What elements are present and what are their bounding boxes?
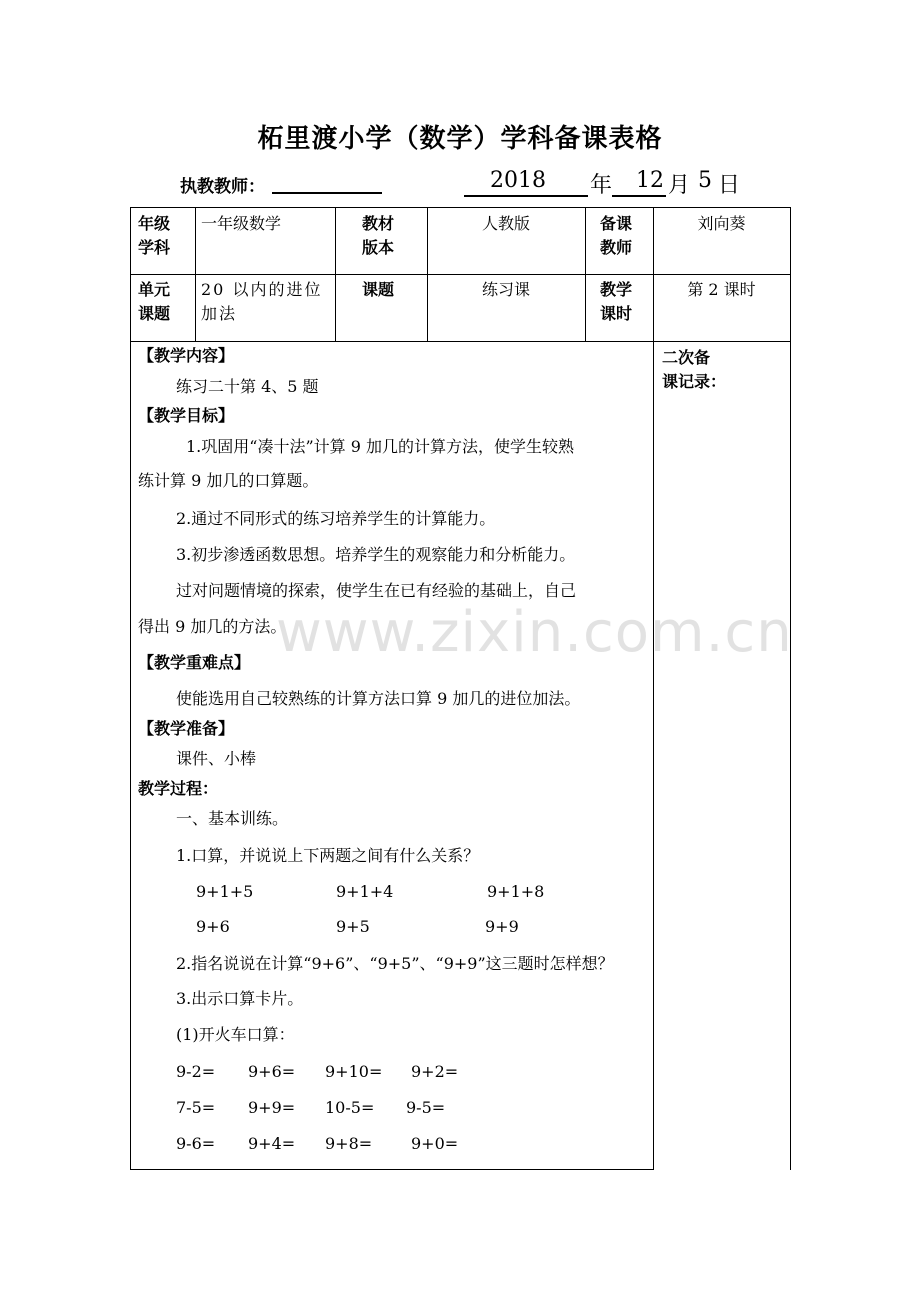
watermark: www.zixin.com.cn [276,600,793,665]
goal-4a: 过对问题情境的探索，使学生在已有经验的基础上，自己 [176,581,577,600]
heading-key-points: 【教学重难点】 [138,653,251,672]
cell-unit-value: 20 以内的进位 加法 [201,280,323,323]
cell-unit-label: 单元 课题 [138,280,171,323]
exercise-b1: 9+6 [196,917,230,936]
cell-topic-label: 课题 [362,280,395,299]
exercise-b2: 9+5 [336,917,370,936]
cell-period-label: 教学 课时 [600,280,633,323]
exercise-b3: 9+9 [485,917,519,936]
exercise-a2: 9+1+4 [336,882,394,901]
cell-textbook-label: 教材 版本 [362,214,395,257]
exercise-a1: 9+1+5 [196,882,254,901]
train-1-3: 9+10= [325,1062,383,1081]
year-underline [464,195,588,197]
process-3: 2.指名说说在计算“9+6”、“9+5”、“9+9”这三题时怎样想？ [176,954,614,973]
heading-content: 【教学内容】 [138,346,235,365]
date-day-unit: 日 [718,173,741,198]
train-2-3: 10-5= [325,1098,375,1117]
train-3-4: 9+0= [411,1134,459,1153]
process-4: 3.出示口算卡片。 [176,989,304,1008]
teacher-label: 执教教师： [180,177,265,197]
train-3-1: 9-6= [176,1134,216,1153]
content-text: 练习二十第 4、5 题 [176,377,319,396]
train-3-2: 9+4= [248,1134,296,1153]
train-2-4: 9-5= [406,1098,446,1117]
side-note: 二次备 课记录： [662,348,727,391]
goal-1a: 1.巩固用“凑十法”计算 9 加几的计算方法，使学生较熟 [186,437,574,456]
cell-textbook-value: 人教版 [481,214,530,233]
heading-goals: 【教学目标】 [138,406,235,425]
cell-prep-teacher-label: 备课 教师 [600,214,633,257]
cell-grade-value: 一年级数学 [201,214,282,233]
train-2-2: 9+9= [248,1098,296,1117]
key-text: 使能选用自己较熟练的计算方法口算 9 加几的进位加法。 [176,689,581,708]
goal-1b: 练计算 9 加几的口算题。 [138,471,319,490]
teacher-blank [272,192,382,194]
date-day: 5 [698,168,712,193]
heading-process: 教学过程： [138,779,219,798]
train-1-4: 9+2= [411,1062,459,1081]
goal-3: 3.初步渗透函数思想。培养学生的观察能力和分析能力。 [176,545,576,564]
cell-topic-value: 练习课 [481,280,530,299]
process-5: (1)开火车口算： [176,1025,295,1044]
goal-4b: 得出 9 加几的方法。 [138,617,287,636]
date-year-unit: 年 [590,173,613,198]
cell-period-value: 第 2 课时 [687,280,756,299]
train-3-3: 9+8= [325,1134,373,1153]
process-2: 1.口算，并说说上下两题之间有什么关系？ [176,846,480,865]
date-month: 12 [636,168,664,193]
exercise-a3: 9+1+8 [487,882,545,901]
date-month-unit: 月 [668,173,691,198]
date-year: 2018 [490,168,546,193]
cell-grade-label: 年级 学科 [138,214,171,257]
page-title: 柘里渡小学（数学）学科备课表格 [257,124,663,154]
process-1: 一、基本训练。 [176,809,289,828]
heading-prep: 【教学准备】 [138,719,235,738]
train-1-2: 9+6= [248,1062,296,1081]
month-underline [612,195,666,197]
train-2-1: 7-5= [176,1098,216,1117]
goal-2: 2.通过不同形式的练习培养学生的计算能力。 [176,509,496,528]
cell-prep-teacher-value: 刘向葵 [697,214,746,233]
prep-text: 课件、小棒 [176,749,257,768]
train-1-1: 9-2= [176,1062,216,1081]
